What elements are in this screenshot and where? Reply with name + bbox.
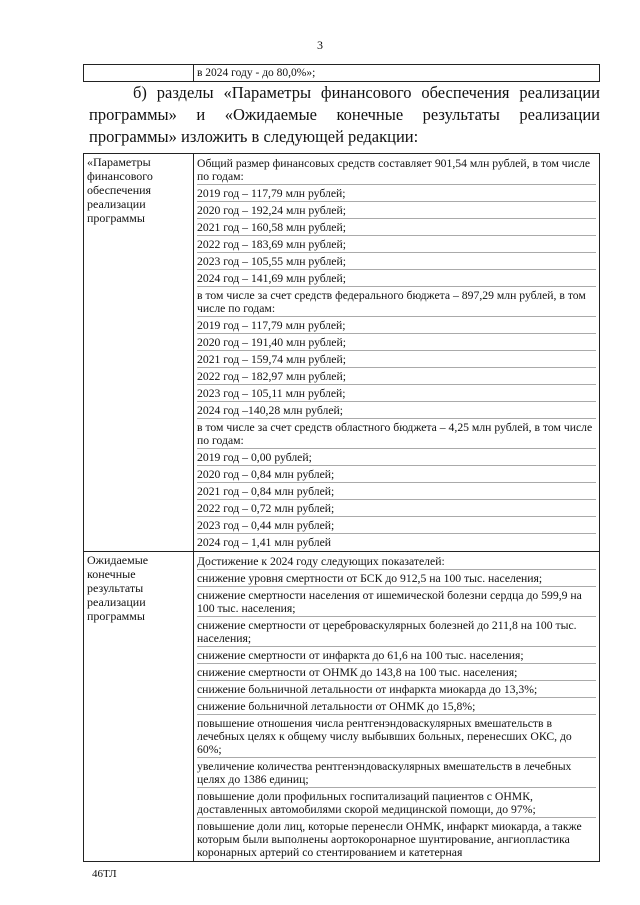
row-content-expected-results [194, 552, 600, 862]
list-item: снижение больничной летальности от инфаркта миокарда до 13,3%; [197, 680, 596, 697]
list-item: повышение отношения числа рентгенэндоваскулярных вмешательств в лечебных целях к общему числу выбывших больных, перенесших ОКС, до 60%; [197, 714, 596, 757]
list-item: 2024 год – 141,69 млн рублей; [197, 269, 596, 286]
list-item: повышение доли лиц, которые перенесли ОНМК, инфаркт миокарда, а также которым были выполнены аортокоронарное шунтирование, ангиопластика коронарных артерий со стентированием и катетерная [197, 817, 596, 860]
list-item: Общий размер финансовых средств составляет 901,54 млн рублей, в том числе по годам: [197, 157, 591, 183]
list-item: 2020 год – 192,24 млн рублей; [197, 201, 596, 218]
list-item: 2022 год – 183,69 млн рублей; [197, 235, 596, 252]
list-item: 2023 год – 0,44 млн рублей; [197, 516, 596, 533]
table-row-financing [84, 154, 600, 552]
list-item: 2019 год – 117,79 млн рублей; [197, 184, 596, 201]
list-item: увеличение количества рентгенэндоваскулярных вмешательств в лечебных целях до 1386 единиц; [197, 757, 596, 787]
intro-line-3: программы» изложить в следующей редакции: [89, 127, 419, 146]
list-item: в том числе за счет средств федерального бюджета – 897,29 млн рублей, в том числе по годам: [197, 286, 596, 316]
list-item: 2021 год – 0,84 млн рублей; [197, 482, 596, 499]
list-item: 2024 год – 1,41 млн рублей [197, 533, 596, 550]
top-row-value-cell: в 2024 году - до 80,0%»; [194, 65, 600, 82]
list-item: в том числе за счет средств областного бюджета – 4,25 млн рублей, в том числе по годам: [197, 418, 596, 448]
intro-paragraph [89, 82, 600, 148]
list-item: 2021 год – 160,58 млн рублей; [197, 218, 596, 235]
list-item: снижение смертности от инфаркта до 61,6 на 100 тыс. населения; [197, 646, 596, 663]
table-row-expected-results [84, 552, 600, 862]
intro-line-2: программы» и «Ожидаемые конечные результаты реализации [89, 105, 600, 124]
list-item: 2019 год – 0,00 рублей; [197, 448, 596, 465]
list-item: 2023 год – 105,55 млн рублей; [197, 252, 596, 269]
page-number: 3 [317, 38, 323, 52]
list-item: снижение смертности населения от ишемической болезни сердца до 599,9 на 100 тыс. населения; [197, 586, 596, 616]
list-item: 2020 год – 191,40 млн рублей; [197, 333, 596, 350]
list-item: 2022 год – 0,72 млн рублей; [197, 499, 596, 516]
list-item: снижение смертности от ОНМК до 143,8 на 100 тыс. населения; [197, 663, 596, 680]
document-code: 46ТЛ [92, 868, 117, 880]
list-item: 2021 год – 159,74 млн рублей; [197, 350, 596, 367]
list-item: 2020 год – 0,84 млн рублей; [197, 465, 596, 482]
list-item: 2019 год – 117,79 млн рублей; [197, 316, 596, 333]
continued-table-row [83, 64, 600, 82]
list-item: 2022 год – 182,97 млн рублей; [197, 367, 596, 384]
list-item: 2024 год –140,28 млн рублей; [197, 401, 596, 418]
row-label-financing: «Параметры финансового обеспечения реализации программы [84, 154, 194, 552]
row-content-financing [194, 154, 600, 552]
list-item: повышение доли профильных госпитализаций пациентов с ОНМК, доставленных автомобилями скорой медицинской помощи, до 97%; [197, 787, 596, 817]
list-item: снижение больничной летальности от ОНМК до 15,8%; [197, 697, 596, 714]
top-row-label-cell [84, 65, 194, 82]
row-label-expected-results: Ожидаемые конечные результаты реализации программы [84, 552, 194, 862]
list-item: 2023 год – 105,11 млн рублей; [197, 384, 596, 401]
program-sections-table [83, 153, 600, 862]
list-item: Достижение к 2024 году следующих показателей: [197, 555, 445, 568]
intro-line-1: б) разделы «Параметры финансового обеспечения реализации [133, 83, 600, 102]
list-item: снижение уровня смертности от БСК до 912,5 на 100 тыс. населения; [197, 569, 596, 586]
list-item: снижение смертности от цереброваскулярных болезней до 211,8 на 100 тыс. населения; [197, 616, 596, 646]
